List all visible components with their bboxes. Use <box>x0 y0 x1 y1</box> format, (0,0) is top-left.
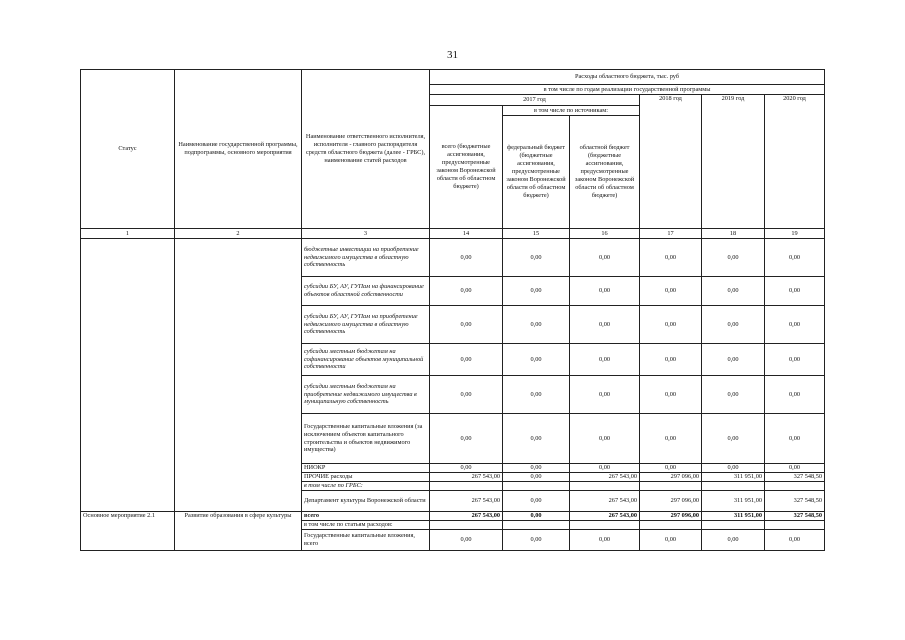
budget-table <box>80 69 825 551</box>
value-cell: 0,00 <box>570 277 640 306</box>
value-cell: 0,00 <box>640 239 702 277</box>
value-cell: 0,00 <box>640 464 702 473</box>
value-cell: 0,00 <box>430 529 503 550</box>
value-cell: 0,00 <box>765 306 825 344</box>
value-cell: 311 951,00 <box>702 511 765 520</box>
header-regional-col: областной бюджет (бюджетные ассигнования, предусмотренные законом Воронежской области об областном бюджете) <box>570 116 640 229</box>
expense-article-label: субсидии местным бюджетам на приобретение недвижимого имущества в муниципальную собственность <box>302 376 430 414</box>
value-cell: 0,00 <box>640 277 702 306</box>
value-cell: 297 096,00 <box>640 511 702 520</box>
expense-article-label: ПРОЧИЕ расходы <box>302 473 430 482</box>
header-executor: Наименование ответственного исполнителя, исполнителя - главного распорядителя средств областного бюджета (далее - ГРБС), наименование статей расходов <box>302 70 430 229</box>
value-cell: 0,00 <box>765 239 825 277</box>
header-status: Статус <box>81 70 175 229</box>
value-cell: 0,00 <box>503 414 570 464</box>
value-cell: 0,00 <box>503 344 570 376</box>
value-cell: 0,00 <box>640 344 702 376</box>
header-expenses: Расходы областного бюджета, тыс. руб <box>430 70 825 85</box>
value-cell <box>570 482 640 491</box>
value-cell: 0,00 <box>702 529 765 550</box>
value-cell: 0,00 <box>503 306 570 344</box>
value-cell: 267 543,00 <box>570 473 640 482</box>
col-number: 1 <box>81 229 175 239</box>
expense-article-label: в том числе по статьям расходов: <box>302 520 430 529</box>
value-cell: 0,00 <box>640 306 702 344</box>
value-cell: 0,00 <box>430 414 503 464</box>
value-cell <box>640 482 702 491</box>
header-year-2020: 2020 год <box>765 95 825 229</box>
value-cell: 0,00 <box>503 473 570 482</box>
header-by-sources: в том числе по источникам: <box>503 106 640 116</box>
col-number: 17 <box>640 229 702 239</box>
value-cell: 0,00 <box>430 306 503 344</box>
value-cell: 0,00 <box>702 306 765 344</box>
value-cell: 327 548,50 <box>765 490 825 511</box>
value-cell: 0,00 <box>765 277 825 306</box>
value-cell: 267 543,00 <box>570 511 640 520</box>
value-cell: 0,00 <box>503 529 570 550</box>
value-cell: 311 951,00 <box>702 490 765 511</box>
value-cell: 0,00 <box>570 464 640 473</box>
col-number: 16 <box>570 229 640 239</box>
header-program-name: Наименование государственной программы, подпрограммы, основного мероприятия <box>175 70 302 229</box>
value-cell: 0,00 <box>765 529 825 550</box>
value-cell: 0,00 <box>570 376 640 414</box>
value-cell: 0,00 <box>702 376 765 414</box>
col-number: 14 <box>430 229 503 239</box>
value-cell: 311 951,00 <box>702 473 765 482</box>
value-cell: 0,00 <box>640 414 702 464</box>
value-cell: 0,00 <box>702 239 765 277</box>
value-cell: 0,00 <box>503 464 570 473</box>
header-total-col: всего (бюджетные ассигнования, предусмотренные законом Воронежской области об областном бюджете) <box>430 106 503 229</box>
col-number: 2 <box>175 229 302 239</box>
table-row <box>81 239 825 277</box>
value-cell: 0,00 <box>702 344 765 376</box>
value-cell <box>570 520 640 529</box>
value-cell: 0,00 <box>570 344 640 376</box>
expense-article-label: бюджетные инвестиции на приобретение недвижимого имущества в областную собственность <box>302 239 430 277</box>
value-cell: 0,00 <box>430 376 503 414</box>
expense-article-label: Государственные капитальные вложения (за исключением объектов капитального строительства и объектов недвижимого имущества) <box>302 414 430 464</box>
value-cell <box>503 482 570 491</box>
expense-article-label: субсидии БУ, АУ, ГУПам на приобретение недвижимого имущества в областную собственность <box>302 306 430 344</box>
header-year-2017: 2017 год <box>430 95 640 106</box>
value-cell: 0,00 <box>503 490 570 511</box>
status-cell-empty <box>81 239 175 512</box>
header-year-2018: 2018 год <box>640 95 702 229</box>
value-cell: 0,00 <box>570 306 640 344</box>
value-cell: 0,00 <box>765 464 825 473</box>
value-cell: 267 543,00 <box>570 490 640 511</box>
page-number: 31 <box>447 49 458 61</box>
col-number: 3 <box>302 229 430 239</box>
value-cell: 297 096,00 <box>640 490 702 511</box>
expense-article-label: субсидии БУ, АУ, ГУПам на финансирование объектов областной собственности <box>302 277 430 306</box>
expense-article-label: Государственные капитальные вложения, всего <box>302 529 430 550</box>
col-number: 18 <box>702 229 765 239</box>
value-cell <box>640 520 702 529</box>
value-cell: 0,00 <box>503 277 570 306</box>
value-cell: 0,00 <box>765 376 825 414</box>
value-cell: 0,00 <box>702 464 765 473</box>
value-cell: 0,00 <box>430 239 503 277</box>
expense-article-label: Департамент культуры Воронежской области <box>302 490 430 511</box>
main-event-name: Развитие образования в сфере культуры <box>175 511 302 550</box>
value-cell <box>702 482 765 491</box>
header-by-years: в том числе по годам реализации государственной программы <box>430 85 825 95</box>
value-cell <box>765 482 825 491</box>
value-cell: 0,00 <box>503 511 570 520</box>
value-cell: 0,00 <box>430 344 503 376</box>
value-cell <box>702 520 765 529</box>
value-cell: 0,00 <box>765 414 825 464</box>
value-cell: 0,00 <box>430 277 503 306</box>
value-cell: 267 543,00 <box>430 473 503 482</box>
value-cell: 297 096,00 <box>640 473 702 482</box>
expense-article-label: субсидии местным бюджетам на софинансирование объектов муниципальной собственности <box>302 344 430 376</box>
value-cell: 327 548,50 <box>765 511 825 520</box>
program-cell-empty <box>175 239 302 512</box>
value-cell: 0,00 <box>570 529 640 550</box>
value-cell: 0,00 <box>702 414 765 464</box>
value-cell <box>765 520 825 529</box>
value-cell: 0,00 <box>702 277 765 306</box>
value-cell: 327 548,50 <box>765 473 825 482</box>
value-cell: 0,00 <box>430 464 503 473</box>
col-number: 15 <box>503 229 570 239</box>
value-cell: 0,00 <box>640 529 702 550</box>
value-cell <box>430 520 503 529</box>
value-cell <box>430 482 503 491</box>
expense-article-label: в том числе по ГРБС: <box>302 482 430 491</box>
value-cell: 0,00 <box>503 376 570 414</box>
value-cell: 0,00 <box>765 344 825 376</box>
value-cell: 0,00 <box>503 239 570 277</box>
expense-article-label: всего <box>302 511 430 520</box>
header-federal-col: федеральный бюджет (бюджетные ассигнования, предусмотренные законом Воронежской области об областном бюджете) <box>503 116 570 229</box>
main-event-status: Основное мероприятие 2.1 <box>81 511 175 550</box>
expense-article-label: НИОКР <box>302 464 430 473</box>
value-cell: 0,00 <box>640 376 702 414</box>
value-cell: 267 543,00 <box>430 511 503 520</box>
table-row <box>81 511 825 520</box>
value-cell: 0,00 <box>570 239 640 277</box>
value-cell: 0,00 <box>570 414 640 464</box>
value-cell: 267 543,00 <box>430 490 503 511</box>
col-number: 19 <box>765 229 825 239</box>
value-cell <box>503 520 570 529</box>
header-year-2019: 2019 год <box>702 95 765 229</box>
